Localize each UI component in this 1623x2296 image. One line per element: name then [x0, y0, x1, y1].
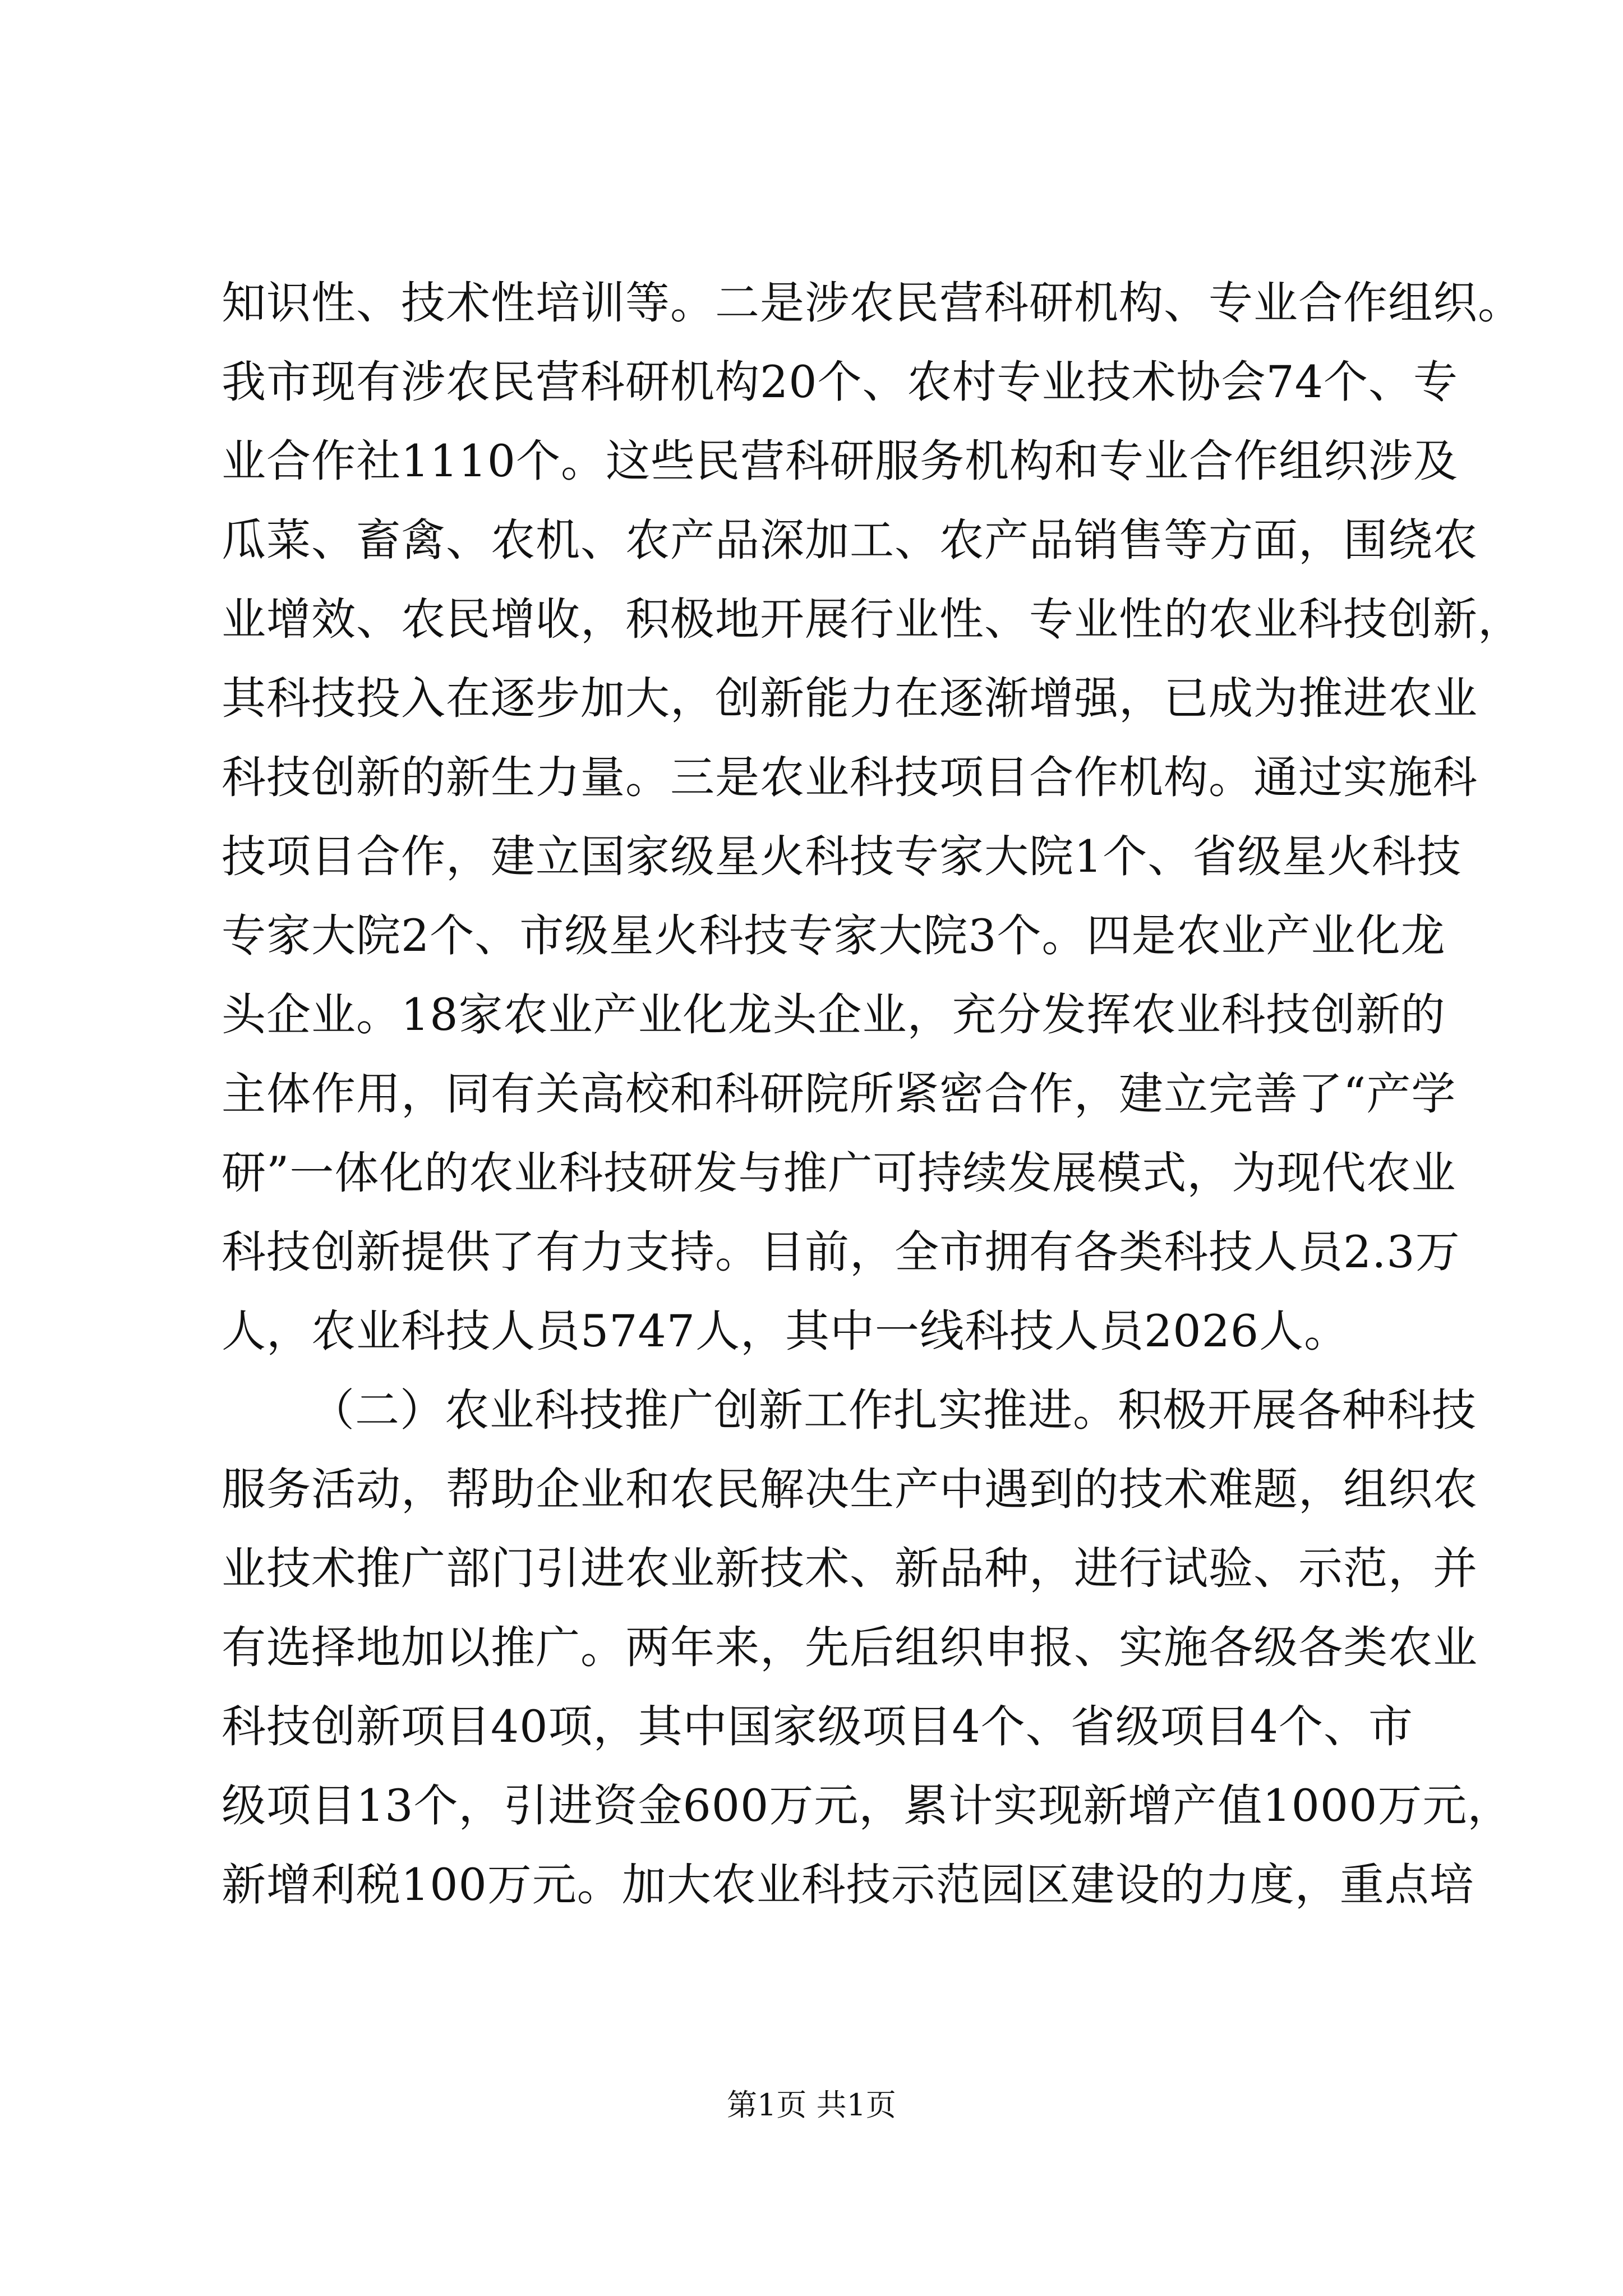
text-line: 业增效、农民增收，积极地开展行业性、专业性的农业科技创新，	[222, 593, 1523, 645]
text-line: 业技术推广部门引进农业新技术、新品种，进行试验、示范，并	[222, 1543, 1478, 1594]
text-line: 有选择地加以推广。两年来，先后组织申报、实施各级各类农业	[222, 1622, 1478, 1673]
text-line: 研”一体化的农业科技研发与推广可持续发展模式，为现代农业	[222, 1147, 1456, 1199]
text-line: 服务活动，帮助企业和农民解决生产中遇到的技术难题，组织农	[222, 1464, 1478, 1515]
text-line: 科技创新的新生力量。三是农业科技项目合作机构。通过实施科	[222, 752, 1478, 803]
page-footer: 第1页 共1页	[727, 2087, 896, 2123]
text-line: 知识性、技术性培训等。二是涉农民营科研机构、专业合作组织。	[222, 277, 1523, 329]
text-line: 级项目13个，引进资金600万元，累计实现新增产值1000万元，	[222, 1780, 1513, 1832]
text-line: 技项目合作，建立国家级星火科技专家大院1个、省级星火科技	[222, 831, 1462, 882]
text-line: 头企业。18家农业产业化龙头企业，充分发挥农业科技创新的	[222, 989, 1446, 1041]
text-line: 主体作用，同有关高校和科研院所紧密合作，建立完善了“产学	[222, 1068, 1456, 1120]
text-line: 专家大院2个、市级星火科技专家大院3个。四是农业产业化龙	[222, 910, 1446, 961]
text-line: 新增利税100万元。加大农业科技示范园区建设的力度，重点培	[222, 1859, 1474, 1911]
text-line: 我市现有涉农民营科研机构20个、农村专业技术协会74个、专	[222, 356, 1459, 408]
text-line: 科技创新项目40项，其中国家级项目4个、省级项目4个、市	[222, 1701, 1414, 1752]
text-line: 其科技投入在逐步加大，创新能力在逐渐增强，已成为推进农业	[222, 673, 1478, 724]
text-line: 科技创新提供了有力支持。目前，全市拥有各类科技人员2.3万	[222, 1226, 1460, 1278]
text-line: 业合作社1110个。这些民营科研服务机构和专业合作组织涉及	[222, 435, 1459, 487]
paragraph-end-line: 人，农业科技人员5747人，其中一线科技人员2026人。	[222, 1305, 1349, 1357]
body-text	[222, 264, 1523, 1925]
text-line: 瓜菜、畜禽、农机、农产品深加工、农产品销售等方面，围绕农	[222, 514, 1478, 566]
section-heading-line: （二）农业科技推广创新工作扎实推进。积极开展各种科技	[310, 1384, 1477, 1436]
